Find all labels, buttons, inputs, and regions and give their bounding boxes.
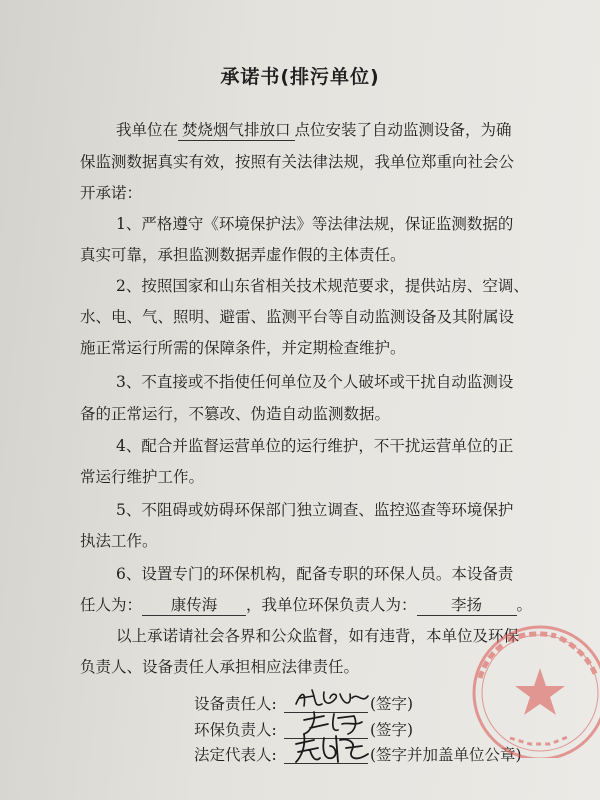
- legal-signature-label: 法定代表人:: [194, 746, 277, 764]
- env-person-field: 李扬: [417, 595, 517, 616]
- env-signature-note: (签字): [370, 721, 414, 739]
- equipment-signature-label: 设备责任人:: [194, 695, 277, 713]
- equipment-person-field: 康传海: [142, 595, 246, 616]
- intro-line-2: 保监测数据真实有效，按照有关法律法规，我单位郑重向社会公: [80, 153, 515, 171]
- closing-line-2: 负责人、设备责任人承担相应法律责任。: [80, 658, 360, 676]
- item-6-text: 任人为：: [80, 596, 143, 614]
- equipment-signature-note: (签字): [370, 695, 414, 713]
- item-2-line-3: 施正常运行所需的保障条件，并定期检查维护。: [80, 339, 406, 357]
- company-seal-icon: [440, 618, 600, 758]
- item-5-line-1: 5、不阻碍或妨碍环保部门独立调查、监控巡查等环境保护: [116, 501, 514, 519]
- intro-text: 点位安装了自动监测设备，为确: [294, 121, 512, 139]
- item-6-text: 。: [516, 596, 533, 614]
- item-4-line-2: 常运行维护工作。: [80, 468, 205, 486]
- intro-line-1: [116, 120, 512, 141]
- item-1-line-1: 1、严格遵守《环境保护法》等法律法规，保证监测数据的: [116, 215, 514, 233]
- item-6-text: ，我单位环保负责人为：: [246, 596, 417, 614]
- item-2-line-1: 2、按照国家和山东省相关技术规范要求，提供站房、空调、: [116, 277, 529, 295]
- item-3-line-2: 备的正常运行，不篡改、伪造自动监测数据。: [80, 405, 391, 423]
- intro-line-3: 开承诺：: [80, 184, 143, 202]
- item-1-line-2: 真实可靠，承担监测数据弄虚作假的主体责任。: [80, 246, 406, 264]
- item-5-line-2: 执法工作。: [80, 532, 158, 550]
- closing-line-1: 以上承诺请社会各界和公众监督，如有违背，本单位及环保: [116, 627, 520, 645]
- item-2-line-2: 水、电、气、照明、避雷、监测平台等自动监测设备及其附属设: [80, 308, 515, 326]
- location-field: 焚烧烟气排放口: [178, 120, 295, 141]
- item-4-line-1: 4、配合并监督运营单位的运行维护，不干扰运营单位的正: [116, 437, 514, 455]
- item-3-line-1: 3、不直接或不指使任何单位及个人破坏或干扰自动监测设: [116, 373, 514, 391]
- handwritten-signature-icon: [290, 728, 376, 768]
- item-6-line-1: 6、设置专门的环保机构，配备专职的环保人员。本设备责: [116, 565, 514, 583]
- env-signature-label: 环保负责人:: [194, 721, 277, 739]
- item-6-line-2: [80, 595, 532, 616]
- legal-signature-note: (签字并加盖单位公章): [370, 746, 522, 764]
- intro-text: 我单位在: [116, 121, 179, 139]
- document-title: 承诺书(排污单位): [220, 66, 380, 88]
